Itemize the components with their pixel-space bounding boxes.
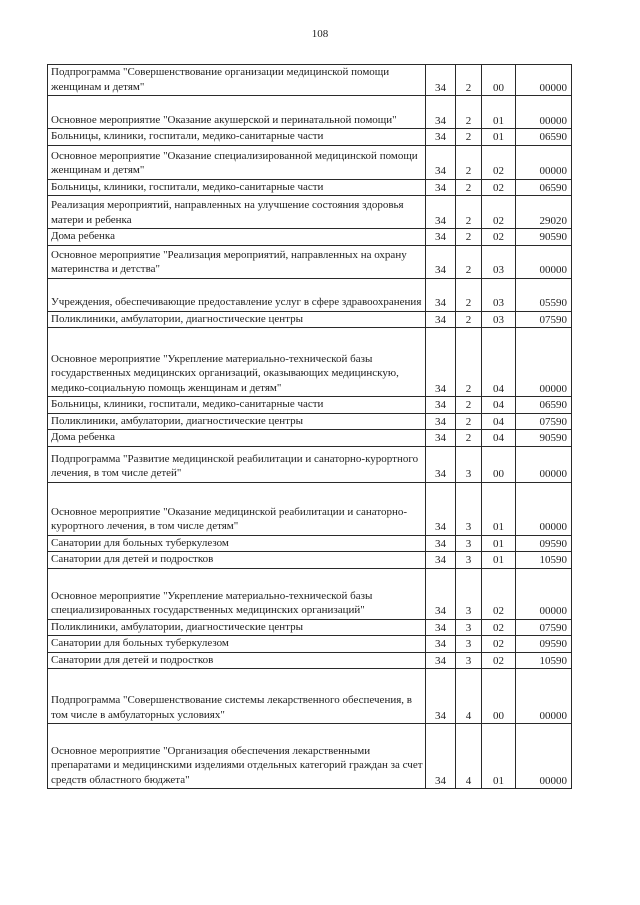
row-code-subprogram-cell: 2 (456, 179, 482, 196)
row-code-subprogram-cell: 2 (456, 278, 482, 311)
row-code-ministry-cell: 34 (426, 129, 456, 146)
row-code-subprogram-cell: 2 (456, 245, 482, 278)
row-code-ministry-cell: 34 (426, 65, 456, 96)
row-code-ministry-cell: 34 (426, 311, 456, 328)
row-code-activity-cell: 01 (482, 482, 516, 535)
table-row (48, 568, 572, 619)
row-code-subprogram-cell: 3 (456, 446, 482, 482)
row-code-ministry-cell: 34 (426, 652, 456, 669)
row-code-ministry-cell: 34 (426, 179, 456, 196)
row-code-ministry-cell: 34 (426, 669, 456, 724)
row-code-activity-cell: 01 (482, 129, 516, 146)
row-name-cell: Дома ребенка (48, 430, 426, 447)
row-code-activity-cell: 03 (482, 278, 516, 311)
row-code-subprogram-cell: 3 (456, 552, 482, 569)
row-name-cell: Поликлиники, амбулатории, диагностические центры (48, 311, 426, 328)
row-code-ministry-cell: 34 (426, 229, 456, 246)
row-code-activity-cell: 02 (482, 145, 516, 179)
row-code-direction-cell: 00000 (516, 65, 572, 96)
row-code-subprogram-cell: 4 (456, 724, 482, 789)
row-code-activity-cell: 04 (482, 413, 516, 430)
table-row (48, 311, 572, 328)
row-code-subprogram-cell: 3 (456, 652, 482, 669)
row-code-activity-cell: 01 (482, 535, 516, 552)
row-name-cell: Санатории для детей и подростков (48, 652, 426, 669)
row-code-direction-cell: 07590 (516, 311, 572, 328)
table-row (48, 96, 572, 129)
row-code-direction-cell: 90590 (516, 430, 572, 447)
table-row (48, 328, 572, 397)
row-name-cell: Основное мероприятие "Оказание акушерской и перинатальной помощи" (48, 96, 426, 129)
row-code-direction-cell: 09590 (516, 535, 572, 552)
row-code-activity-cell: 01 (482, 724, 516, 789)
row-name-cell: Основное мероприятие "Укрепление материально-технической базы специализированных государственных медицинских организаций" (48, 568, 426, 619)
row-code-direction-cell: 09590 (516, 636, 572, 653)
row-code-ministry-cell: 34 (426, 96, 456, 129)
row-name-cell: Поликлиники, амбулатории, диагностические центры (48, 413, 426, 430)
row-code-direction-cell: 00000 (516, 245, 572, 278)
table-row (48, 229, 572, 246)
row-code-subprogram-cell: 2 (456, 229, 482, 246)
row-code-direction-cell: 06590 (516, 179, 572, 196)
row-name-cell: Больницы, клиники, госпитали, медико-санитарные части (48, 179, 426, 196)
table-row (48, 245, 572, 278)
table-row (48, 413, 572, 430)
row-code-direction-cell: 05590 (516, 278, 572, 311)
row-code-subprogram-cell: 3 (456, 619, 482, 636)
row-name-cell: Основное мероприятие "Оказание медицинской реабилитации и санаторно-курортного лечения, в том числе детям" (48, 482, 426, 535)
row-code-ministry-cell: 34 (426, 482, 456, 535)
table-row (48, 669, 572, 724)
row-code-activity-cell: 04 (482, 328, 516, 397)
row-code-ministry-cell: 34 (426, 535, 456, 552)
row-name-cell: Основное мероприятие "Реализация мероприятий, направленных на охрану материнства и детства" (48, 245, 426, 278)
row-code-direction-cell: 00000 (516, 724, 572, 789)
row-code-activity-cell: 02 (482, 196, 516, 229)
row-code-direction-cell: 00000 (516, 669, 572, 724)
table-row (48, 145, 572, 179)
page-number: 108 (311, 28, 329, 40)
row-code-ministry-cell: 34 (426, 413, 456, 430)
row-code-ministry-cell: 34 (426, 636, 456, 653)
row-code-ministry-cell: 34 (426, 619, 456, 636)
row-name-cell: Подпрограмма "Развитие медицинской реабилитации и санаторно-курортного лечения, в том числе детей" (48, 446, 426, 482)
row-code-subprogram-cell: 2 (456, 196, 482, 229)
row-code-activity-cell: 02 (482, 619, 516, 636)
row-name-cell: Подпрограмма "Совершенствование организации медицинской помощи женщинам и детям" (48, 65, 426, 96)
row-code-activity-cell: 04 (482, 430, 516, 447)
row-name-cell: Больницы, клиники, госпитали, медико-санитарные части (48, 397, 426, 414)
row-code-activity-cell: 00 (482, 446, 516, 482)
row-name-cell: Больницы, клиники, госпитали, медико-санитарные части (48, 129, 426, 146)
row-code-subprogram-cell: 2 (456, 328, 482, 397)
row-name-cell: Основное мероприятие "Оказание специализированной медицинской помощи женщинам и детям" (48, 145, 426, 179)
row-code-direction-cell: 00000 (516, 568, 572, 619)
row-name-cell: Основное мероприятие "Укрепление материально-технической базы государственных медицинских организаций, оказывающих медицинскую, медико-социальную помощь женщинам и детям" (48, 328, 426, 397)
table-row (48, 619, 572, 636)
row-name-cell: Дома ребенка (48, 229, 426, 246)
row-code-subprogram-cell: 2 (456, 430, 482, 447)
row-code-subprogram-cell: 3 (456, 568, 482, 619)
row-code-ministry-cell: 34 (426, 278, 456, 311)
row-code-ministry-cell: 34 (426, 145, 456, 179)
row-code-direction-cell: 00000 (516, 446, 572, 482)
row-name-cell: Учреждения, обеспечивающие предоставление услуг в сфере здравоохранения (48, 278, 426, 311)
row-code-subprogram-cell: 4 (456, 669, 482, 724)
row-code-activity-cell: 00 (482, 669, 516, 724)
row-code-direction-cell: 10590 (516, 552, 572, 569)
row-code-direction-cell: 07590 (516, 619, 572, 636)
table-row (48, 652, 572, 669)
row-code-subprogram-cell: 2 (456, 413, 482, 430)
row-code-activity-cell: 02 (482, 229, 516, 246)
row-name-cell: Подпрограмма "Совершенствование системы лекарственного обеспечения, в том числе в амбулаторных условиях" (48, 669, 426, 724)
row-code-subprogram-cell: 2 (456, 65, 482, 96)
row-code-activity-cell: 02 (482, 636, 516, 653)
table-body (48, 65, 572, 789)
row-code-direction-cell: 10590 (516, 652, 572, 669)
row-code-direction-cell: 00000 (516, 328, 572, 397)
row-code-activity-cell: 01 (482, 96, 516, 129)
table-row (48, 535, 572, 552)
row-code-activity-cell: 02 (482, 179, 516, 196)
row-code-ministry-cell: 34 (426, 245, 456, 278)
row-code-direction-cell: 29020 (516, 196, 572, 229)
row-code-subprogram-cell: 2 (456, 311, 482, 328)
row-code-ministry-cell: 34 (426, 430, 456, 447)
row-code-direction-cell: 00000 (516, 145, 572, 179)
row-code-activity-cell: 03 (482, 311, 516, 328)
row-code-activity-cell: 00 (482, 65, 516, 96)
row-code-subprogram-cell: 3 (456, 535, 482, 552)
table-row (48, 430, 572, 447)
table-row (48, 446, 572, 482)
row-code-direction-cell: 00000 (516, 96, 572, 129)
table-row (48, 397, 572, 414)
row-code-direction-cell: 07590 (516, 413, 572, 430)
row-code-subprogram-cell: 3 (456, 636, 482, 653)
row-name-cell: Реализация мероприятий, направленных на улучшение состояния здоровья матери и ребенка (48, 196, 426, 229)
row-code-ministry-cell: 34 (426, 568, 456, 619)
table-row (48, 636, 572, 653)
table-row (48, 278, 572, 311)
row-code-ministry-cell: 34 (426, 552, 456, 569)
row-code-ministry-cell: 34 (426, 724, 456, 789)
row-code-ministry-cell: 34 (426, 196, 456, 229)
budget-classification-table (47, 64, 572, 789)
row-code-subprogram-cell: 2 (456, 397, 482, 414)
row-code-activity-cell: 02 (482, 652, 516, 669)
row-name-cell: Санатории для больных туберкулезом (48, 535, 426, 552)
table-row (48, 482, 572, 535)
row-code-activity-cell: 03 (482, 245, 516, 278)
row-name-cell: Основное мероприятие "Организация обеспечения лекарственными препаратами и медицинскими изделиями отдельных категорий граждан за счет средств областного бюджета" (48, 724, 426, 789)
row-code-subprogram-cell: 2 (456, 145, 482, 179)
row-code-ministry-cell: 34 (426, 397, 456, 414)
table-row (48, 129, 572, 146)
row-name-cell: Санатории для больных туберкулезом (48, 636, 426, 653)
table-row (48, 179, 572, 196)
table-row (48, 724, 572, 789)
row-name-cell: Поликлиники, амбулатории, диагностические центры (48, 619, 426, 636)
row-code-activity-cell: 02 (482, 568, 516, 619)
row-code-subprogram-cell: 2 (456, 96, 482, 129)
row-code-direction-cell: 06590 (516, 397, 572, 414)
row-code-subprogram-cell: 3 (456, 482, 482, 535)
table-row (48, 552, 572, 569)
row-code-direction-cell: 90590 (516, 229, 572, 246)
table-row (48, 196, 572, 229)
row-code-subprogram-cell: 2 (456, 129, 482, 146)
row-code-ministry-cell: 34 (426, 328, 456, 397)
row-code-activity-cell: 04 (482, 397, 516, 414)
row-code-activity-cell: 01 (482, 552, 516, 569)
row-name-cell: Санатории для детей и подростков (48, 552, 426, 569)
row-code-direction-cell: 06590 (516, 129, 572, 146)
row-code-direction-cell: 00000 (516, 482, 572, 535)
table-row (48, 65, 572, 96)
row-code-ministry-cell: 34 (426, 446, 456, 482)
